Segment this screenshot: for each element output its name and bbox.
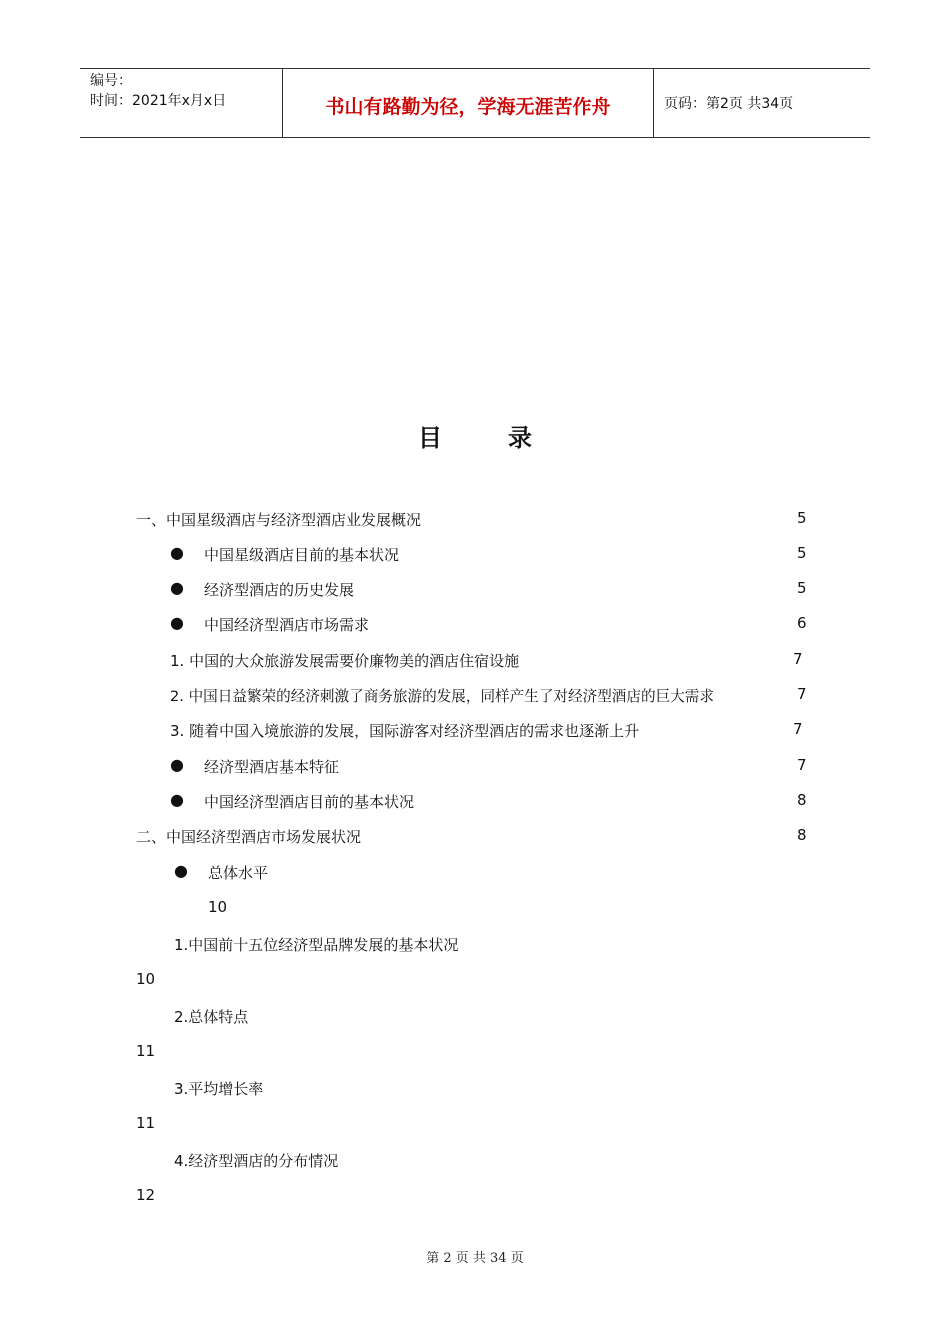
toc-entry[interactable]: 1. 中国的大众旅游发展需要价廉物美的酒店住宿设施 xyxy=(170,652,520,670)
toc-entry[interactable]: 中国星级酒店目前的基本状况 xyxy=(204,546,400,564)
toc-entry[interactable]: 中国经济型酒店市场需求 xyxy=(204,616,370,634)
toc-entry[interactable]: 3. 随着中国入境旅游的发展，国际游客对经济型酒店的需求也逐渐上升 xyxy=(170,722,640,740)
bullet-icon: ● xyxy=(170,578,184,597)
toc-page-number: 10 xyxy=(136,970,156,988)
page-footer: 第 2 页 共 34 页 xyxy=(426,1251,524,1266)
toc-page-number: 8 xyxy=(797,826,807,844)
toc-page-number: 5 xyxy=(797,579,807,597)
toc-page-number: 5 xyxy=(797,509,807,527)
toc-entry[interactable]: 4.经济型酒店的分布情况 xyxy=(174,1152,339,1170)
toc-page-number: 5 xyxy=(797,544,807,562)
toc-title: 目录 xyxy=(418,424,598,452)
toc-page-number: 7 xyxy=(793,720,803,738)
toc-entry[interactable]: 总体水平 xyxy=(208,864,269,882)
toc-entry[interactable]: 一、中国星级酒店与经济型酒店业发展概况 xyxy=(136,511,422,529)
toc-entry[interactable]: 经济型酒店的历史发展 xyxy=(204,581,355,599)
toc-page-number: 10 xyxy=(208,898,228,916)
toc-page-number: 11 xyxy=(136,1042,156,1060)
toc-entry[interactable]: 2.总体特点 xyxy=(174,1008,249,1026)
toc-entry[interactable]: 中国经济型酒店目前的基本状况 xyxy=(204,793,415,811)
toc-page-number: 6 xyxy=(797,614,807,632)
toc-entry[interactable]: 3.平均增长率 xyxy=(174,1080,264,1098)
header-number-label: 编号： xyxy=(90,73,132,89)
toc-page-number: 8 xyxy=(797,791,807,809)
header-left-cell xyxy=(80,69,282,137)
toc-entry[interactable]: 二、中国经济型酒店市场发展状况 xyxy=(136,828,362,846)
toc-page-number: 7 xyxy=(797,756,807,774)
bullet-icon: ● xyxy=(170,613,184,632)
toc-page-number: 7 xyxy=(797,685,807,703)
toc-page-number: 12 xyxy=(136,1186,156,1204)
header-motto: 书山有路勤为径，学海无涯苦作舟 xyxy=(282,69,654,137)
bullet-icon: ● xyxy=(174,861,188,880)
header-time-label: 时间：2021年x月x日 xyxy=(90,93,227,109)
toc-page-number: 7 xyxy=(793,650,803,668)
toc-entry[interactable]: 1.中国前十五位经济型品牌发展的基本状况 xyxy=(174,936,459,954)
toc-entry[interactable]: 2. 中国日益繁荣的经济刺激了商务旅游的发展，同样产生了对经济型酒店的巨大需求 xyxy=(170,688,714,705)
header-page-info: 页码：第2页 共34页 xyxy=(664,96,794,112)
bullet-icon: ● xyxy=(170,755,184,774)
page-header xyxy=(80,68,870,138)
bullet-icon: ● xyxy=(170,790,184,809)
toc-page-number: 11 xyxy=(136,1114,156,1132)
bullet-icon: ● xyxy=(170,543,184,562)
toc-entry[interactable]: 经济型酒店基本特征 xyxy=(204,758,340,776)
